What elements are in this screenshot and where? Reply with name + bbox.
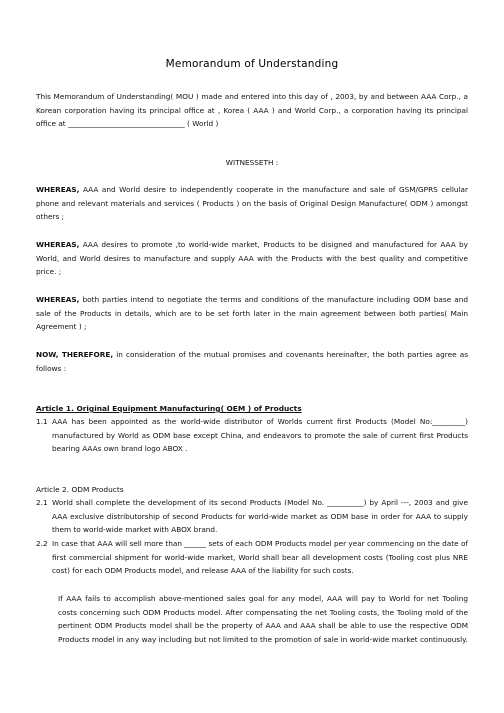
- item-text: In case that AAA will sell more than ______ sets of each ODM Products model per year commencing on the date of first commercial shipment for world-wide market, World shall bear all development costs (Tooling cost plus NRE cost) for each ODM Products model, and release AAA of the liability for such costs.: [52, 539, 468, 576]
- article-2-item-2-continuation: If AAA fails to accomplish above-mentioned sales goal for any model, AAA will pay to World for net Tooling costs concerning such ODM Products model. After compensating the net Tooling costs, the Tooling mold of the pertinent ODM Products model shall be the property of AAA and AAA shall be able to use the respective ODM Products model in any way including but not limited to the promotion of sale in world-wide market continuously.: [58, 594, 468, 644]
- item-text: AAA has been appointed as the world-wide distributor of Worlds current first Products (Model No:_________) manufactured by World as ODM base except China, and endeavors to promote the sale of current first Products bearing AAAs own brand logo ABOX .: [52, 417, 468, 454]
- whereas-lead: WHEREAS,: [36, 295, 80, 304]
- witnesseth-heading: WITNESSETH :: [225, 158, 279, 167]
- now-therefore-text: in consideration of the mutual promises and covenants hereinafter, the both parties agree as follows :: [36, 350, 469, 373]
- article-2-heading: Article 2. ODM Products: [36, 485, 124, 494]
- item-text: World shall complete the development of its second Products (Model No. __________) by April ---, 2003 and give AAA exclusive distributorship of second Products for world-wide market as ODM base in order for AAA to supply them to world-wide market with ABOX brand.: [52, 498, 468, 535]
- whereas-clause-2: [36, 238, 468, 279]
- document-title: Memorandum of Understanding: [165, 58, 339, 70]
- whereas-lead: WHEREAS,: [36, 240, 80, 249]
- whereas-text: AAA desires to promote ,to world-wide market, Products to be disigned and manufactured for AAA by World, and World desires to manufacture and supply AAA with the Products with the best quality and competitive price. ;: [36, 240, 468, 277]
- whereas-clause-3: [36, 293, 468, 334]
- article-2-item-2: [36, 537, 468, 593]
- article-2-item-1: [36, 496, 468, 538]
- whereas-lead: WHEREAS,: [36, 185, 80, 194]
- item-number: 2.2: [36, 539, 48, 548]
- whereas-text: AAA and World desire to independently cooperate in the manufacture and sale of GSM/GPRS cellular phone and relevant materials and services ( Products ) on the basis of Original Design Manufacture( ODM ) amongst others ;: [36, 185, 468, 222]
- article-1-heading: Article 1. Original Equipment Manufacturing( OEM ) of Products: [36, 404, 302, 413]
- item-number: 1.1: [36, 417, 48, 426]
- item-number: 2.1: [36, 498, 48, 507]
- now-therefore-clause: [36, 348, 468, 375]
- intro-paragraph: This Memorandum of Understanding( MOU ) made and entered into this day of , 2003, by and between AAA Corp., a Korean corporation having its principal office at , Korea ( AAA ) and World Corp., a corporation having its principal office at ________________________________ ( World ): [36, 92, 468, 129]
- whereas-clause-1: [36, 183, 468, 224]
- article-1-item-1: [36, 415, 468, 457]
- now-therefore-lead: NOW, THEREFORE,: [36, 350, 114, 359]
- whereas-text: both parties intend to negotiate the terms and conditions of the manufacture including ODM base and sale of the Products in details, which are to be set forth later in the main agreement between both parties( Main Agreement ) ;: [36, 295, 468, 332]
